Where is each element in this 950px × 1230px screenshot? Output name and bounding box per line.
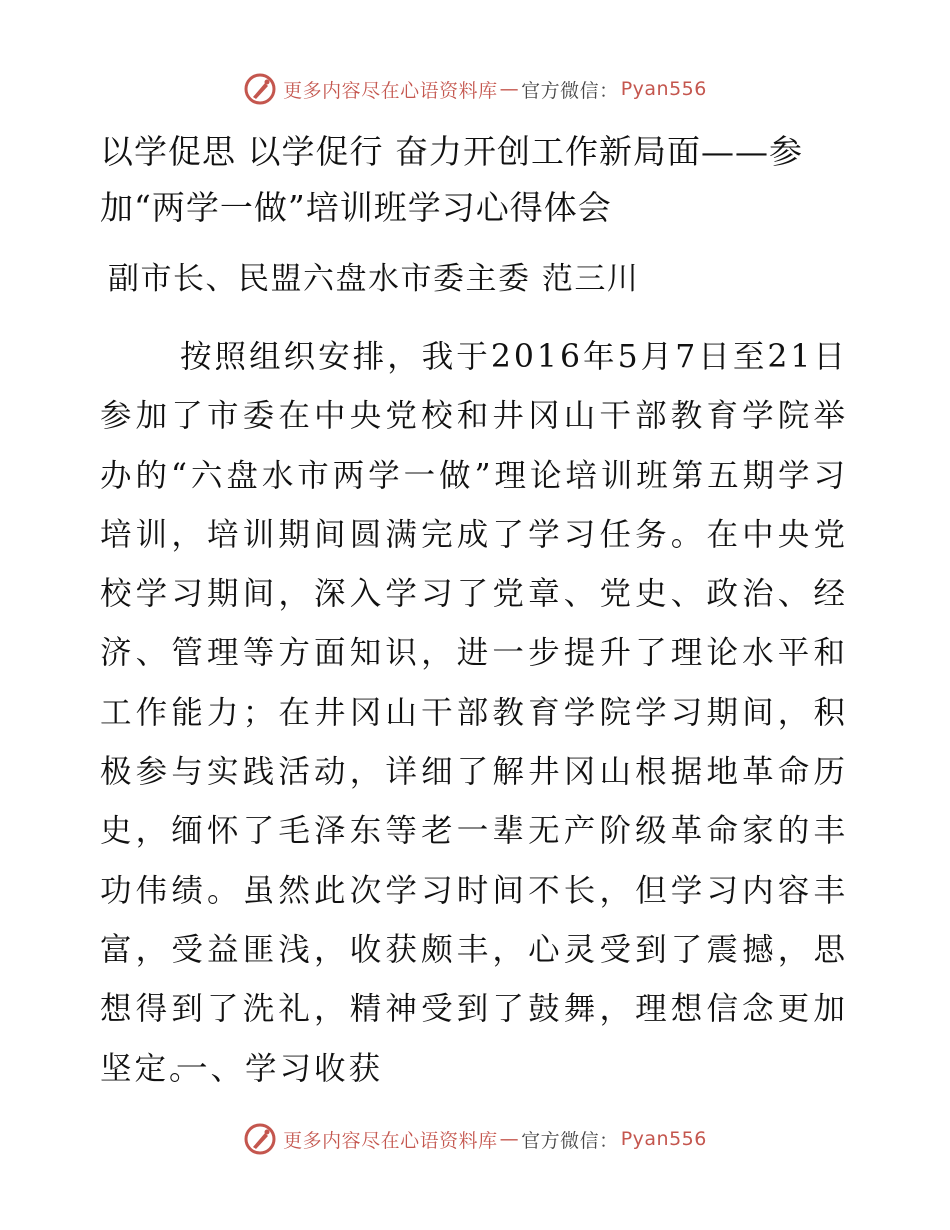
watermark-wechat-id: Pyan556 — [620, 1128, 707, 1150]
header-watermark — [0, 69, 950, 109]
section-heading: 一、学习收获 — [176, 1051, 384, 1087]
pen-nib-logo-icon — [243, 72, 277, 106]
body-paragraph: 按照组织安排，我于2016年5月7日至21日参加了市委在中央党校和井冈山干部教育学院举办的“六盘水市两学一做”理论培训班第五期学习培训，培训期间圆满完成了学习任务。在中央党校学习期间，深入学习了党章、党史、政治、经济、管理等方面知识，进一步提升了理论水平和工作能力；在井冈山干部教育学院学习期间，积极参与实践活动，详细了解井冈山根据地革命历史，缅怀了毛泽东等老一辈无产阶级革命家的丰功伟绩。虽然此次学习时间不长，但学习内容丰富，受益匪浅，收获颇丰，心灵受到了震撼，思想得到了洗礼，精神受到了鼓舞，理想信念更加坚定。 — [100, 339, 848, 1087]
footer-watermark — [0, 1119, 950, 1159]
watermark-separator: — — [499, 1128, 520, 1150]
watermark-label: 官方微信： — [521, 1129, 619, 1152]
watermark-text: 更多内容尽在心语资料库 — [283, 1129, 498, 1152]
watermark-separator: — — [499, 78, 520, 100]
document-title: 以学促思 以学促行 奋力开创工作新局面——参加“两学一做”培训班学习心得体会 — [100, 132, 803, 227]
watermark-wechat-id: Pyan556 — [620, 78, 707, 100]
watermark-label: 官方微信： — [521, 79, 619, 102]
document-author: 副市长、民盟六盘水市委主委 范三川 — [108, 261, 640, 297]
pen-nib-logo-icon — [243, 1122, 277, 1156]
watermark-text: 更多内容尽在心语资料库 — [283, 79, 498, 102]
